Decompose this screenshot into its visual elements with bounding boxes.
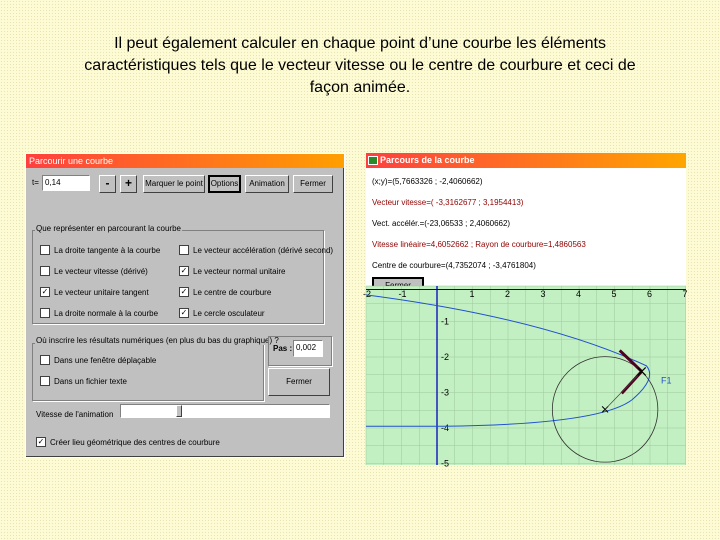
checkbox-icon[interactable] [40,376,50,386]
y-tick-label: -5 [441,458,450,469]
checkbox-icon[interactable]: ✓ [41,287,49,296]
display-options-label: Que représenter en parcourant la courbe [36,224,181,233]
checkbox-icon[interactable] [40,308,50,318]
x-tick-label: 1 [469,289,475,299]
check-normal-vector[interactable] [179,266,286,276]
check-label: Le vecteur accélération (dérivé second) [193,245,334,255]
checkbox-icon[interactable] [179,245,189,255]
slider-thumb[interactable] [176,405,182,417]
y-tick-label: -3 [441,387,450,398]
caption-line-1: Il peut également calculer en chaque point d’une courbe les éléments [114,35,606,52]
mark-point-button[interactable]: Marquer le point [143,175,205,193]
graph-area [363,286,688,469]
speed-label: Vitesse de l'animation [36,410,114,419]
y-tick-label: -1 [441,316,450,327]
check-label: Le vecteur normal unitaire [193,266,286,276]
check-label: Dans une fenêtre déplaçable [54,355,157,365]
options-button[interactable]: Options [208,175,241,193]
x-tick-label: 2 [505,289,511,299]
pas-input[interactable]: 0,002 [293,340,323,357]
caption [30,33,690,99]
check-osculating-circle[interactable] [179,308,265,318]
radius-line [605,371,642,409]
check-label: Le vecteur vitesse (dérivé) [54,266,148,276]
checkbox-icon[interactable] [40,266,50,276]
check-tangent-line[interactable] [40,245,160,255]
t-label: t= [32,178,39,187]
x-tick-label: 6 [647,289,653,299]
check-label: Le vecteur unitaire tangent [54,287,149,297]
t-input[interactable]: 0,14 [42,175,90,191]
x-tick-label: -1 [398,289,407,299]
check-label: La droite tangente à la courbe [54,245,161,255]
check-file-output[interactable] [40,376,127,386]
close-button-2[interactable]: Fermer [268,368,330,396]
check-label: Dans un fichier texte [54,376,127,386]
point-marker [638,367,646,375]
center-line: Centre de courbure=(4,7352074 ; -3,4761804) [372,261,536,270]
check-velocity-vector[interactable] [40,266,148,276]
check-label: Créer lieu géométrique des centres de courbure [50,437,220,447]
app-icon [368,156,378,165]
plus-button[interactable]: + [120,175,137,193]
check-normal-line[interactable] [40,308,158,318]
check-label: La droite normale à la courbe [54,308,159,318]
dialog-title: Parcourir une courbe [26,154,344,168]
pas-label: Pas : [273,344,293,353]
window-title [366,153,686,168]
results-group [32,343,264,401]
xy-line: (x;y)=(5,7663326 ; -2,4060662) [372,177,483,186]
checkbox-icon[interactable]: ✓ [180,266,188,275]
checkbox-icon[interactable]: ✓ [180,287,188,296]
x-tick-label: 5 [611,289,617,299]
checkbox-icon[interactable] [40,355,50,365]
results-panel [366,168,686,291]
minus-button[interactable]: - [99,175,116,193]
window-title-text: Parcours de la courbe [380,155,475,165]
check-curvature-center[interactable] [179,287,271,297]
check-label: Le centre de courbure [193,287,272,297]
y-tick-label: -4 [441,423,450,433]
x-tick-label: 3 [540,289,546,299]
checkbox-icon[interactable]: ✓ [37,437,45,446]
speed-radius-line: Vitesse linéaire=4,6052662 ; Rayon de courbure=1,4860563 [372,240,586,249]
curve-label: F1 [661,375,672,386]
x-tick-label: 7 [682,289,688,299]
animation-button[interactable]: Animation [245,175,289,193]
caption-line-2: caractéristiques tels que le vecteur vitesse ou le centre de courbure et ceci de [84,57,636,74]
x-tick-label: 4 [576,289,582,299]
checkbox-icon[interactable] [40,245,50,255]
parcours-window [363,153,688,469]
velocity-line: Vecteur vitesse=( -3,3162677 ; 3,1954413) [372,198,524,207]
acceleration-line: Vect. accélér.=(-23,06533 ; 2,4060662) [372,219,511,228]
check-label: Le cercle osculateur [193,308,265,318]
caption-line-3: façon animée. [309,79,411,96]
graph-svg [363,286,688,469]
check-acceleration-vector[interactable] [179,245,333,255]
close-button[interactable]: Fermer [293,175,333,193]
check-tangent-vector[interactable] [40,287,149,297]
speed-slider[interactable] [120,404,330,418]
checkbox-icon[interactable]: ✓ [180,308,188,317]
x-tick-label: -2 [363,289,372,299]
parcourir-dialog [25,153,345,458]
check-window-output[interactable] [40,355,156,365]
check-locus[interactable] [36,437,220,447]
results-label: Où inscrire les résultats numériques (en plus du bas du graphique) ? [36,336,279,345]
y-tick-label: -2 [441,352,450,362]
